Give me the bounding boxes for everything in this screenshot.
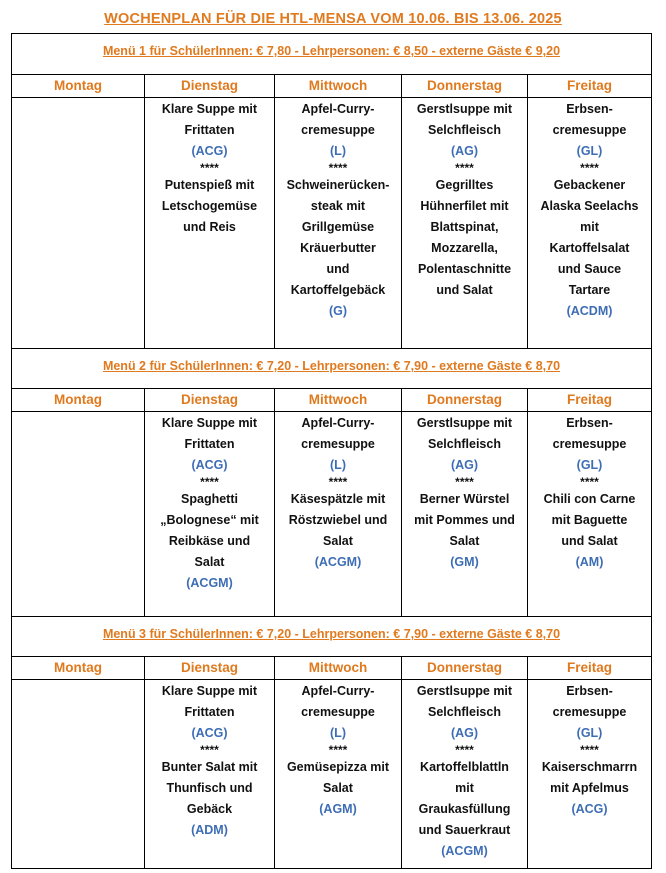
main-dish-text: Tartare [568,283,611,297]
main-dish-text: Hühnerfilet mit [420,199,509,213]
main-dish-text: Gebäck [186,802,233,816]
soup-text: Klare Suppe mit [161,684,258,698]
main-dish-text: Kartoffelgebäck [290,283,386,297]
main-dish-text: Putenspieß mit [164,178,255,192]
main-dish-text: Schweinerücken- [286,178,390,192]
weekday-header-row [12,657,651,680]
main-dish-text: und Salat [561,534,618,548]
allergen-code: (ACG) [571,802,608,816]
meal-cell [12,412,144,616]
main-dish-text: Kräuerbutter [300,241,376,255]
day-header: Montag [54,78,102,93]
day-header: Freitag [527,389,651,411]
soup-text: cremesuppe [301,705,375,719]
main-dish-text: und Salat [436,283,493,297]
allergen-code: (AG) [450,144,479,158]
main-dish-text: Salat [449,534,480,548]
allergen-code: (L) [330,458,346,472]
allergen-code: (GL) [576,458,603,472]
day-header: Freitag [527,657,651,679]
weekly-menu-table [11,33,652,869]
allergen-code: (AGM) [319,802,357,816]
soup-text: cremesuppe [301,123,375,137]
main-dish-text: Bunter Salat mit [161,760,258,774]
main-dish-text: mit [455,781,474,795]
meal-row [12,412,651,616]
soup-text: Gerstlsuppe mit [416,416,513,430]
main-dish-text: und Reis [183,220,236,234]
meal-cell [401,98,527,348]
allergen-code: (L) [330,144,346,158]
meal-cell [12,98,144,348]
main-dish-text: Gebackener [553,178,626,192]
soup-text: Selchfleisch [428,437,501,451]
day-header: Montag [54,392,102,407]
soup-text: Klare Suppe mit [161,102,258,116]
separator-stars: **** [328,161,348,175]
main-dish-text: Kartoffelsalat [549,241,630,255]
allergen-code: (GL) [576,726,603,740]
meal-cell [144,412,274,616]
soup-text: Frittaten [184,437,235,451]
allergen-code: (ACG) [191,726,228,740]
meal-cell [527,98,651,348]
main-dish-text: und [326,262,350,276]
allergen-code: (AG) [450,726,479,740]
main-dish-text: steak mit [310,199,366,213]
main-dish-text: Röstzwiebel und [288,513,388,527]
meal-cell [12,680,144,868]
main-dish-text: Polentaschnitte [417,262,512,276]
meal-cell [274,98,401,348]
main-dish-text: mit [580,220,599,234]
main-dish-text: Spaghetti [181,492,238,506]
soup-text: Frittaten [184,705,235,719]
separator-stars: **** [200,743,219,757]
separator-stars: **** [200,475,219,489]
main-dish-text: Grillgemüse [301,220,375,234]
meal-cell [401,412,527,616]
allergen-code: (ACDM) [566,304,613,318]
menu-section [12,616,651,868]
meal-row [12,680,651,868]
page-title: WOCHENPLAN FÜR DIE HTL-MENSA VOM 10.06. BIS 13.06. 2025 [104,11,562,27]
main-dish-text: Kartoffelblattln [420,760,509,774]
separator-stars: **** [580,161,599,175]
allergen-code: (ACG) [191,144,228,158]
soup-text: Gerstlsuppe mit [416,684,513,698]
soup-text: cremesuppe [552,705,627,719]
main-dish-text: mit Baguette [551,513,628,527]
soup-text: Gerstlsuppe mit [416,102,513,116]
menu-price-header: Menü 2 für SchülerInnen: € 7,20 - Lehrpersonen: € 7,90 - externe Gäste € 8,70 [12,348,651,389]
day-header: Mittwoch [274,657,401,679]
day-header: Donnerstag [401,389,527,411]
main-dish-text: Blattspinat, [430,220,499,234]
weekday-header-row [12,75,651,98]
soup-text: Selchfleisch [428,705,501,719]
allergen-code: (AG) [450,458,479,472]
meal-cell [274,412,401,616]
main-dish-text: mit Apfelmus [550,781,629,795]
menu-price-header: Menü 1 für SchülerInnen: € 7,80 - Lehrpersonen: € 8,50 - externe Gäste € 9,20 [12,34,651,75]
main-dish-text: Graukasfüllung [418,802,511,816]
day-header: Freitag [527,75,651,97]
meal-cell [144,680,274,868]
menu-price-header: Menü 3 für SchülerInnen: € 7,20 - Lehrpersonen: € 7,90 - externe Gäste € 8,70 [12,616,651,657]
main-dish-text: Salat [323,781,353,795]
meal-cell [401,680,527,868]
main-dish-text: Gegrilltes [435,178,494,192]
day-header: Montag [54,660,102,675]
main-dish-text: und Sauerkraut [418,823,511,837]
main-dish-text: Kaiserschmarrn [541,760,638,774]
main-dish-text: „Bolognese“ mit [160,513,259,527]
allergen-code: (ACGM) [314,555,362,569]
allergen-code: (ACGM) [186,576,233,590]
main-dish-text: Käsespätzle mit [290,492,386,506]
meal-cell [274,680,401,868]
separator-stars: **** [580,475,599,489]
main-dish-text: Gemüsepizza mit [286,760,390,774]
soup-text: cremesuppe [552,437,627,451]
soup-text: Apfel-Curry- [301,102,375,116]
main-dish-text: Alaska Seelachs [540,199,639,213]
day-header: Dienstag [144,389,274,411]
separator-stars: **** [455,743,474,757]
soup-text: cremesuppe [301,437,375,451]
soup-text: Frittaten [184,123,235,137]
menu-section [12,348,651,616]
day-header: Mittwoch [274,75,401,97]
separator-stars: **** [200,161,219,175]
main-dish-text: Letschogemüse [161,199,258,213]
main-dish-text: Reibkäse und [168,534,251,548]
meal-cell [527,412,651,616]
main-dish-text: Berner Würstel [419,492,510,506]
main-dish-text: Chili con Carne [543,492,636,506]
soup-text: Apfel-Curry- [301,416,375,430]
day-header: Dienstag [144,657,274,679]
day-header: Mittwoch [274,389,401,411]
day-header: Dienstag [144,75,274,97]
main-dish-text: Salat [323,534,353,548]
day-header: Donnerstag [401,657,527,679]
soup-text: Erbsen- [566,684,613,698]
main-dish-text: Salat [194,555,225,569]
separator-stars: **** [328,475,348,489]
day-header: Donnerstag [401,75,527,97]
allergen-code: (ACGM) [441,844,488,858]
main-dish-text: und Sauce [557,262,622,276]
allergen-code: (ACG) [191,458,228,472]
soup-text: cremesuppe [552,123,627,137]
soup-text: Klare Suppe mit [161,416,258,430]
main-dish-text: Thunfisch und [166,781,253,795]
separator-stars: **** [455,161,474,175]
allergen-code: (GL) [576,144,603,158]
soup-text: Selchfleisch [428,123,501,137]
allergen-code: (ADM) [191,823,228,837]
soup-text: Apfel-Curry- [301,684,375,698]
allergen-code: (GM) [450,555,479,569]
separator-stars: **** [455,475,474,489]
meal-row [12,98,651,348]
allergen-code: (G) [328,304,348,318]
soup-text: Erbsen- [566,416,613,430]
main-dish-text: mit Pommes und [414,513,515,527]
weekday-header-row [12,389,651,412]
allergen-code: (L) [330,726,346,740]
separator-stars: **** [328,743,348,757]
allergen-code: (AM) [575,555,604,569]
main-dish-text: Mozzarella, [431,241,498,255]
separator-stars: **** [580,743,599,757]
menu-section [12,34,651,348]
meal-cell [527,680,651,868]
soup-text: Erbsen- [566,102,613,116]
meal-cell [144,98,274,348]
